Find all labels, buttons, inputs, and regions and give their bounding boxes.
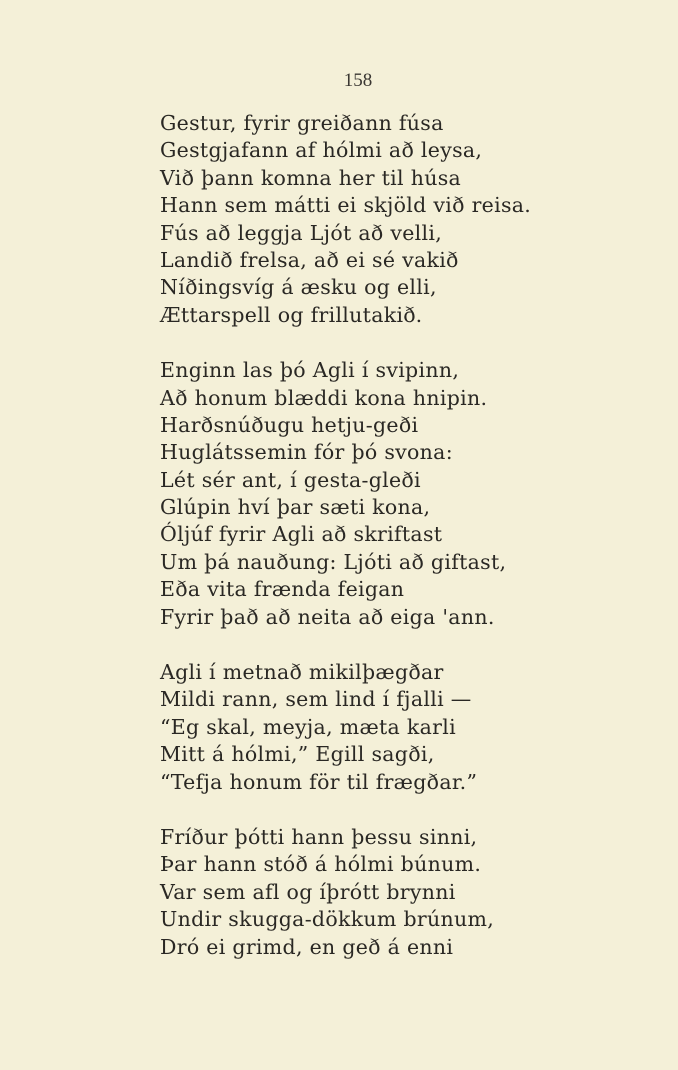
poem-line: Agli í metnað mikilþægðar <box>160 660 444 685</box>
poem-line: Fús að leggja Ljót að velli, <box>160 220 443 245</box>
poem-line: Ættarspell og frillutakið. <box>160 302 423 327</box>
poem-line: Um þá nauðung: Ljóti að giftast, <box>160 549 507 574</box>
poem-line: Að honum blæddi kona hnipin. <box>160 385 488 410</box>
poem-line: Undir skugga-dökkum brúnum, <box>160 907 495 932</box>
poem-line: Huglátssemin fór þó svona: <box>160 440 453 465</box>
poem-line: Níðingsvíg á æsku og elli, <box>160 275 437 300</box>
poem-line: Fríður þótti hann þessu sinni, <box>160 824 478 849</box>
poem-line: Fyrir það að neita að eiga 'ann. <box>160 604 495 629</box>
page-number: 158 <box>343 70 373 91</box>
poem-body <box>160 110 660 961</box>
poem-line: Þar hann stóð á hólmi búnum. <box>160 852 482 877</box>
poem-line: Gestgjafann af hólmi að leysa, <box>160 138 483 163</box>
poem-line: Mitt á hólmi,” Egill sagði, <box>160 742 435 767</box>
poem-line: Eða vita frænda feigan <box>160 577 405 602</box>
poem-line: “Eg skal, meyja, mæta karli <box>160 714 456 739</box>
poem-line: Glúpin hví þar sæti kona, <box>160 495 431 520</box>
stanza-2 <box>160 357 660 631</box>
poem-line: Landið frelsa, að ei sé vakið <box>160 247 459 272</box>
stanza-4 <box>160 824 660 961</box>
poem-line: Lét sér ant, í gesta-gleði <box>160 467 421 492</box>
poem-line: Var sem afl og íþrótt brynni <box>160 879 456 904</box>
poem-line: Gestur, fyrir greiðann fúsa <box>160 111 444 135</box>
poem-line: Óljúf fyrir Agli að skriftast <box>160 522 443 547</box>
poem-line: Við þann komna her til húsa <box>160 165 462 190</box>
poem-line: “Tefja honum för til frægðar.” <box>160 769 478 794</box>
poem-line: Dró ei grimd, en geð á enni <box>160 934 454 959</box>
poem-line: Enginn las þó Agli í svipinn, <box>160 358 460 383</box>
stanza-3 <box>160 659 660 796</box>
stanza-1 <box>160 110 660 329</box>
poem-line: Mildi rann, sem lind í fjalli — <box>160 687 472 712</box>
poem-line: Hann sem mátti ei skjöld við reisa. <box>160 193 532 218</box>
poem-line: Harðsnúðugu hetju-geði <box>160 412 419 437</box>
